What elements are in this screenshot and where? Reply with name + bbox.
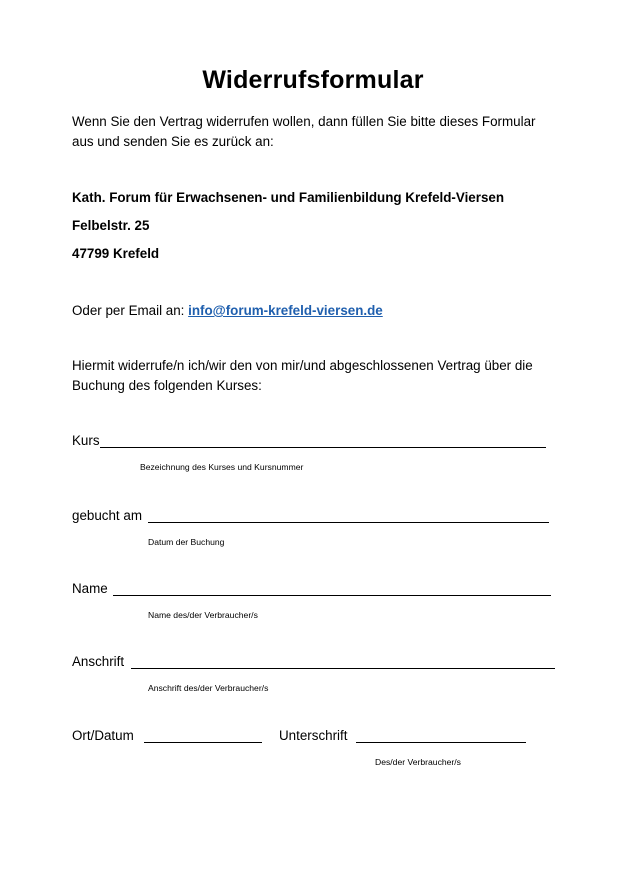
address-organization: Kath. Forum für Erwachsenen- und Familienbildung Krefeld-Viersen [72, 190, 505, 205]
course-label: Kurs [72, 433, 100, 448]
course-caption: Bezeichnung des Kurses und Kursnummer [140, 462, 304, 472]
statement-line-1: Hiermit widerrufe/n ich/wir den von mir/und abgeschlossenen Vertrag über die [72, 358, 533, 373]
booked-on-input-line[interactable] [148, 522, 549, 523]
booked-on-caption: Datum der Buchung [148, 537, 225, 547]
signature-input-line[interactable] [356, 742, 526, 743]
name-caption: Name des/der Verbraucher/s [148, 610, 258, 620]
page-title: Widerrufsformular [202, 66, 424, 94]
signature-label: Unterschrift [279, 728, 348, 743]
signature-caption: Des/der Verbraucher/s [375, 757, 461, 767]
address-label: Anschrift [72, 654, 125, 669]
name-input-line[interactable] [113, 595, 551, 596]
name-label: Name [72, 581, 108, 596]
statement-line-2: Buchung des folgenden Kurses: [72, 378, 262, 393]
address-input-line[interactable] [131, 668, 555, 669]
email-prefix: Oder per Email an: [72, 303, 185, 318]
place-date-input-line[interactable] [144, 742, 262, 743]
place-date-label: Ort/Datum [72, 728, 134, 743]
address-caption: Anschrift des/der Verbraucher/s [148, 683, 269, 693]
booked-on-label: gebucht am [72, 508, 142, 523]
intro-line-2: aus und senden Sie es zurück an: [72, 134, 274, 149]
intro-line-1: Wenn Sie den Vertrag widerrufen wollen, dann füllen Sie bitte dieses Formular [72, 114, 536, 129]
address-city: 47799 Krefeld [72, 246, 160, 261]
course-input-line[interactable] [100, 447, 546, 448]
address-street: Felbelstr. 25 [72, 218, 150, 233]
email-line [72, 301, 383, 321]
email-link[interactable]: info@forum-krefeld-viersen.de [188, 303, 383, 318]
